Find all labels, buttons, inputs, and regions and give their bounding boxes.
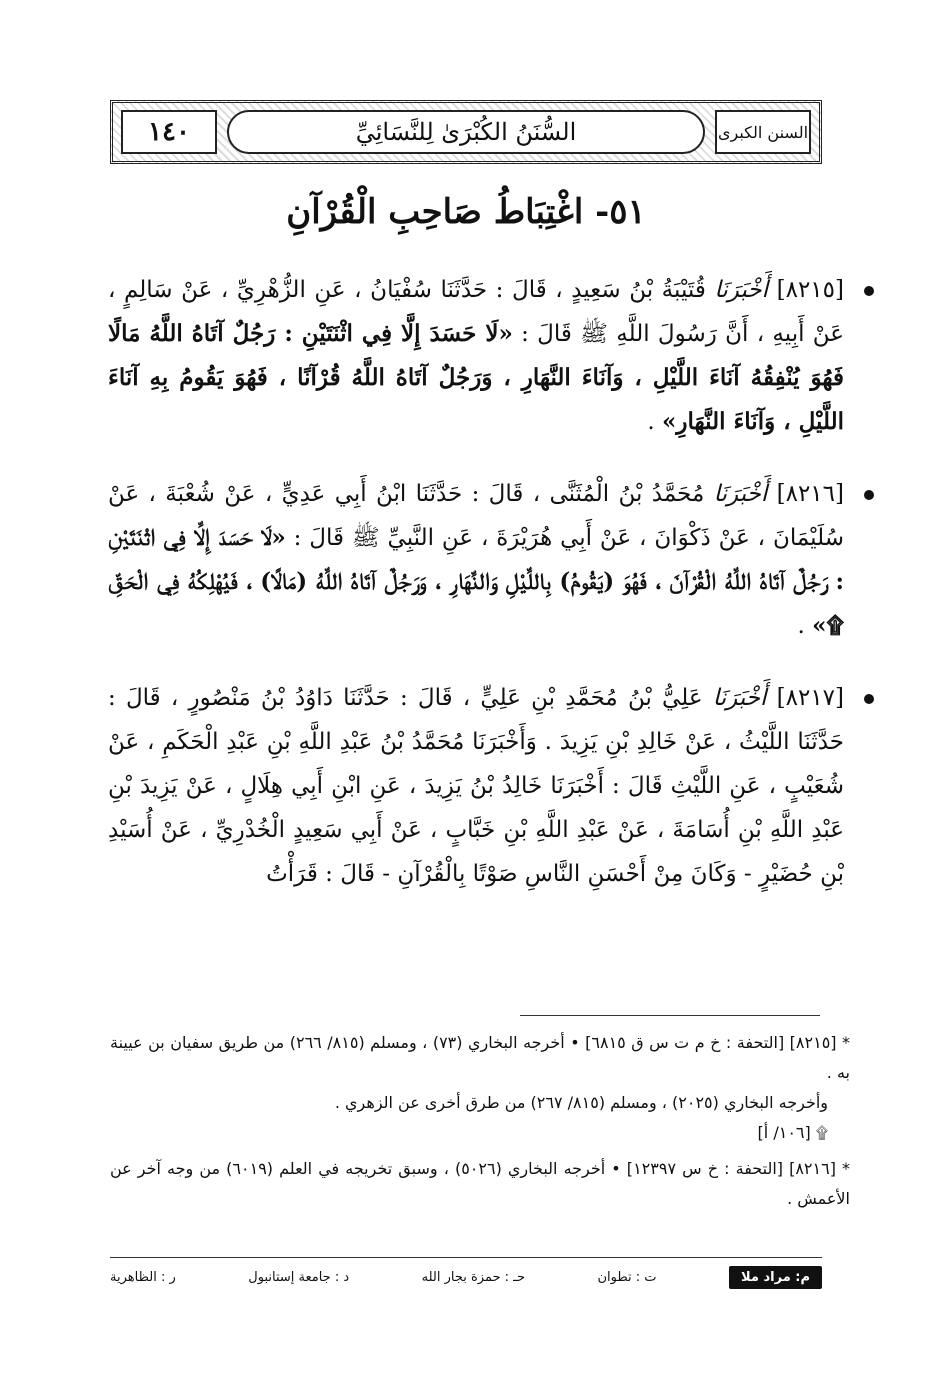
hadith-isnad: قُتَيْبَةُ بْنُ سَعِيدٍ ، قَالَ : حَدَّثَنَا سُفْيَانُ ، عَنِ الزُّهْرِيِّ ، عَنْ سَالِمٍ ، عَنْ أَبِيهِ ، أَنَّ رَسُولَ اللَّهِ ﷺ قَالَ : [108, 277, 845, 347]
footer-item: حـ : حمزة بجار الله [421, 1269, 526, 1285]
hadith-entry [108, 268, 848, 444]
hadith-matn: «لَا حَسَدَ إِلَّا فِي اثْنَتَيْنِ : رَجُلٌ آتَاهُ اللَّهُ مَالًا فَهُوَ يُنْفِقُهُ آنَاءَ اللَّيْلِ ، وَآنَاءَ النَّهَارِ ، وَرَجُلٌ آتَاهُ اللَّهُ قُرْآنًا ، فَهُوَ يَقُومُ بِهِ آنَاءَ اللَّيْلِ ، وَآنَاءَ النَّهَارِ» [108, 320, 844, 435]
book-logo [715, 110, 811, 154]
footnotes [110, 1028, 850, 1220]
footer-divider [110, 1257, 822, 1258]
footer-item: ر : الظاهرية [110, 1269, 176, 1285]
footer-item: ت : تطوان [597, 1269, 657, 1285]
manuscript-sigla [110, 1262, 822, 1292]
hadith-ending: . [797, 613, 813, 639]
footnote [110, 1154, 850, 1214]
footnote-line: وأخرجه البخاري (٢٠٢٥) ، ومسلم (٨١٥/ ٢٦٧) من طرق أخرى عن الزهري . [334, 1093, 828, 1112]
footnote-line: * [٨٢١٥] [التحفة : خ م ت س ق ٦٨١٥] • أخرجه البخاري (٧٣) ، ومسلم (٨١٥/ ٢٦٦) من طريق سفيان بن عيينة به . [110, 1033, 851, 1082]
footer-item: د : جامعة إستانبول [248, 1269, 350, 1285]
book-logo-text: السنن الكبرى [717, 122, 809, 142]
footnote [110, 1028, 850, 1148]
hadith-isnad: مُحَمَّدُ بْنُ الْمُثَنَّى ، قَالَ : حَدَّثَنَا ابْنُ أَبِي عَدِيٍّ ، عَنْ شُعْبَةَ ، عَنْ سُلَيْمَانَ ، عَنْ ذَكْوَانَ ، عَنْ أَبِي هُرَيْرَةَ ، عَنِ النَّبِيِّ ﷺ قَالَ : [108, 481, 844, 551]
footnote-divider [520, 1015, 820, 1016]
bullet-icon [864, 490, 874, 500]
hadith-number: [٨٢١٥] [776, 277, 844, 303]
hadith-isnad: عَلِيُّ بْنُ مُحَمَّدِ بْنِ عَلِيٍّ ، قَالَ : حَدَّثَنَا دَاوُدُ بْنُ مَنْصُورٍ ، قَالَ : حَدَّثَنَا اللَّيْثُ ، عَنْ خَالِدِ بْنِ يَزِيدَ . وَأَخْبَرَنَا مُحَمَّدُ بْنُ عَبْدِ اللَّهِ بْنِ عَبْدِ الْحَكَمِ ، عَنْ شُعَيْبٍ ، عَنِ اللَّيْثِ قَالَ : أَخْبَرَنَا خَالِدُ بْنُ يَزِيدَ ، عَنِ ابْنِ أَبِي هِلَالٍ ، عَنْ يَزِيدَ بْنِ عَبْدِ اللَّهِ بْنِ أُسَامَةَ ، عَنْ عَبْدِ اللَّهِ بْنِ خَبَّابٍ ، عَنْ أَبِي سَعِيدٍ الْخُدْرِيِّ ، عَنْ أُسَيْدِ بْنِ حُضَيْرٍ - وَكَانَ مِنْ أَحْسَنِ النَّاسِ صَوْتًا بِالْقُرْآنِ - قَالَ : قَرَأْتُ [108, 685, 844, 887]
hadith-number: [٨٢١٦] [776, 481, 844, 507]
hadith-ending: . [647, 409, 663, 435]
hadith-opening: أَخْبَرَنَا [714, 277, 769, 303]
hadith-opening: أَخْبَرَنَا [712, 685, 767, 711]
footnote-line: ۩ [١٠٦/ أ] [757, 1123, 828, 1142]
hadith-entry [108, 676, 848, 896]
page-header [110, 100, 822, 164]
chapter-title: ٥١- اغْتِبَاطُ صَاحِبِ الْقُرْآنِ [286, 192, 646, 232]
footnote-line: * [٨٢١٦] [التحفة : خ س ١٢٣٩٧] • أخرجه البخاري (٥٠٢٦) ، وسبق تخريجه في العلم (٦٠١٩) من وجه آخر عن الأعمش . [110, 1159, 851, 1208]
page-number: ١٤٠ [148, 117, 190, 147]
page-number-frame [121, 110, 217, 154]
hadith-number: [٨٢١٧] [776, 685, 845, 711]
hadith-entry [108, 472, 848, 648]
bullet-icon [864, 694, 874, 704]
main-text [108, 268, 848, 924]
hadith-opening: أَخْبَرَنَا [713, 481, 768, 507]
hadith-matn: «لَا حَسَدَ إِلَّا فِي اثْنَتَيْنِ : رَجُلٌ آتَاهُ اللَّهُ الْقُرْآنَ ، فَهُوَ (يَقُومُ) بِاللَّيْلِ وَالنَّهَارِ ، وَرَجُلٌ آتَاهُ اللَّهُ (مَالًا) ، فَيُهْلِكُهُ فِي الْحَقِّ ۩» [108, 524, 844, 639]
bullet-icon [864, 286, 874, 296]
book-title: السُّنَنُ الكُبْرَىٰ لِلنَّسَائِيِّ [227, 110, 705, 154]
footer-badge: م: مراد ملا [729, 1266, 822, 1289]
